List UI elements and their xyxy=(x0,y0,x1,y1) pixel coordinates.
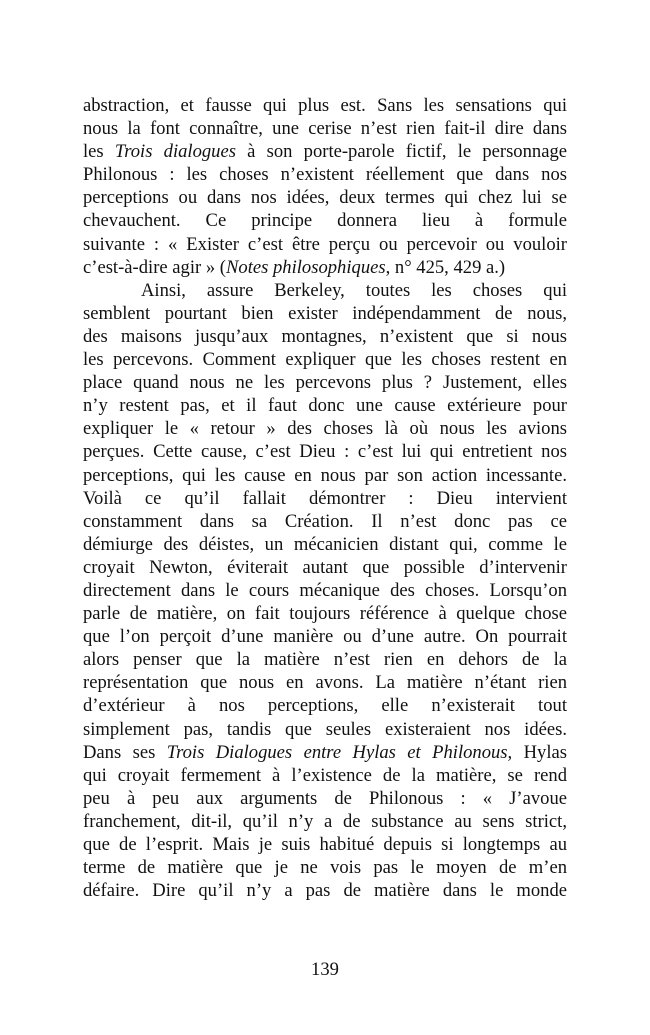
text-segment: semblent pourtant bien exister indépendamment de nous, xyxy=(83,302,567,324)
italic-title-segment: Trois Dialogues entre Hylas et Philonous, xyxy=(166,741,513,763)
text-line xyxy=(83,279,567,302)
text-segment: , n° 425, 429 a.) xyxy=(385,256,506,278)
text-segment: Philonous : les choses n’existent réellement que dans nos xyxy=(83,164,567,186)
text-segment: d’extérieur à nos perceptions, elle n’existerait tout xyxy=(83,695,567,717)
text-segment: expliquer le « retour » des choses là où nous les avions xyxy=(83,418,567,440)
text-line xyxy=(83,440,567,463)
text-line xyxy=(83,256,567,279)
text-segment: qui croyait fermement à l’existence de la matière, se rend xyxy=(83,764,567,786)
italic-title-segment: Notes philosophiques xyxy=(226,256,386,278)
text-line xyxy=(83,787,567,810)
text-segment: à son porte-parole fictif, le personnage xyxy=(235,141,568,163)
text-line xyxy=(83,833,567,856)
text-line xyxy=(83,417,567,440)
text-segment: Voilà ce qu’il fallait démontrer : Dieu intervient xyxy=(83,487,567,509)
text-segment: Dans ses xyxy=(83,741,167,763)
text-segment: directement dans le cours mécanique des choses. Lorsqu’on xyxy=(83,579,567,601)
text-line xyxy=(83,487,567,510)
text-segment: peu à peu aux arguments de Philonous : « J’avoue xyxy=(83,787,567,809)
text-line xyxy=(83,348,567,371)
text-segment: franchement, dit-il, qu’il n’y a de substance au sens strict, xyxy=(83,810,567,832)
text-line xyxy=(83,556,567,579)
text-segment: simplement pas, tandis que seules existeraient nos idées. xyxy=(83,718,567,740)
text-line xyxy=(83,209,567,232)
text-segment: les percevons. Comment expliquer que les choses restent en xyxy=(83,349,567,371)
text-line xyxy=(83,371,567,394)
text-line xyxy=(83,464,567,487)
text-line xyxy=(83,764,567,787)
text-segment: abstraction, et fausse qui plus est. Sans les sensations qui xyxy=(83,95,567,116)
text-line xyxy=(83,510,567,533)
text-line xyxy=(83,233,567,256)
text-line xyxy=(83,302,567,325)
text-segment: perceptions, qui les cause en nous par son action incessante. xyxy=(83,464,567,486)
text-line xyxy=(83,810,567,833)
text-segment: croyait Newton, éviterait autant que possible d’intervenir xyxy=(83,556,567,578)
text-line xyxy=(83,648,567,671)
text-segment: constamment dans sa Création. Il n’est donc pas ce xyxy=(83,510,567,532)
text-line xyxy=(83,879,567,902)
text-segment: que l’on perçoit d’une manière ou d’une autre. On pourrait xyxy=(83,626,567,648)
text-line xyxy=(83,741,567,764)
text-line xyxy=(83,671,567,694)
text-segment: c’est-à-dire agir » ( xyxy=(83,256,226,278)
text-segment: chevauchent. Ce principe donnera lieu à formule xyxy=(83,210,567,232)
text-segment: les xyxy=(83,141,115,163)
text-line xyxy=(83,163,567,186)
text-segment: suivante : « Exister c’est être perçu ou percevoir ou vouloir xyxy=(83,233,567,255)
text-line xyxy=(83,394,567,417)
text-segment: parle de matière, on fait toujours référence à quelque chose xyxy=(83,603,567,625)
text-segment: terme de matière que je ne vois pas le moyen de m’en xyxy=(83,857,567,879)
text-segment: n’y restent pas, et il faut donc une cause extérieure pour xyxy=(83,395,567,417)
text-line xyxy=(83,718,567,741)
text-line xyxy=(83,694,567,717)
body-text xyxy=(83,94,567,902)
page-number: 139 xyxy=(311,959,339,980)
text-line xyxy=(83,602,567,625)
text-line xyxy=(83,856,567,879)
text-line xyxy=(83,117,567,140)
text-line xyxy=(83,186,567,209)
text-line xyxy=(83,579,567,602)
text-line xyxy=(83,94,567,117)
text-segment: alors penser que la matière n’est rien en dehors de la xyxy=(83,649,567,671)
text-line xyxy=(83,325,567,348)
text-segment: perçues. Cette cause, c’est Dieu : c’est lui qui entretient nos xyxy=(83,441,567,463)
text-segment: Hylas xyxy=(512,741,567,763)
text-segment: que de l’esprit. Mais je suis habitué depuis si longtemps au xyxy=(83,834,567,855)
text-segment: Ainsi, assure Berkeley, toutes les choses qui xyxy=(141,279,567,301)
text-line xyxy=(83,533,567,556)
italic-title-segment: Trois dialogues xyxy=(114,141,236,163)
text-segment: perceptions ou dans nos idées, deux termes qui chez lui se xyxy=(83,187,567,209)
text-segment: défaire. Dire qu’il n’y a pas de matière dans le monde xyxy=(83,880,567,902)
text-line xyxy=(83,140,567,163)
text-segment: des maisons jusqu’aux montagnes, n’existent que si nous xyxy=(83,325,567,347)
text-line xyxy=(83,625,567,648)
text-segment: place quand nous ne les percevons plus ? Justement, elles xyxy=(83,372,567,394)
text-segment: démiurge des déistes, un mécanicien distant qui, comme le xyxy=(83,533,567,555)
text-segment: représentation que nous en avons. La matière n’étant rien xyxy=(83,672,567,694)
text-segment: nous la font connaître, une cerise n’est rien fait-il dire dans xyxy=(83,118,567,140)
